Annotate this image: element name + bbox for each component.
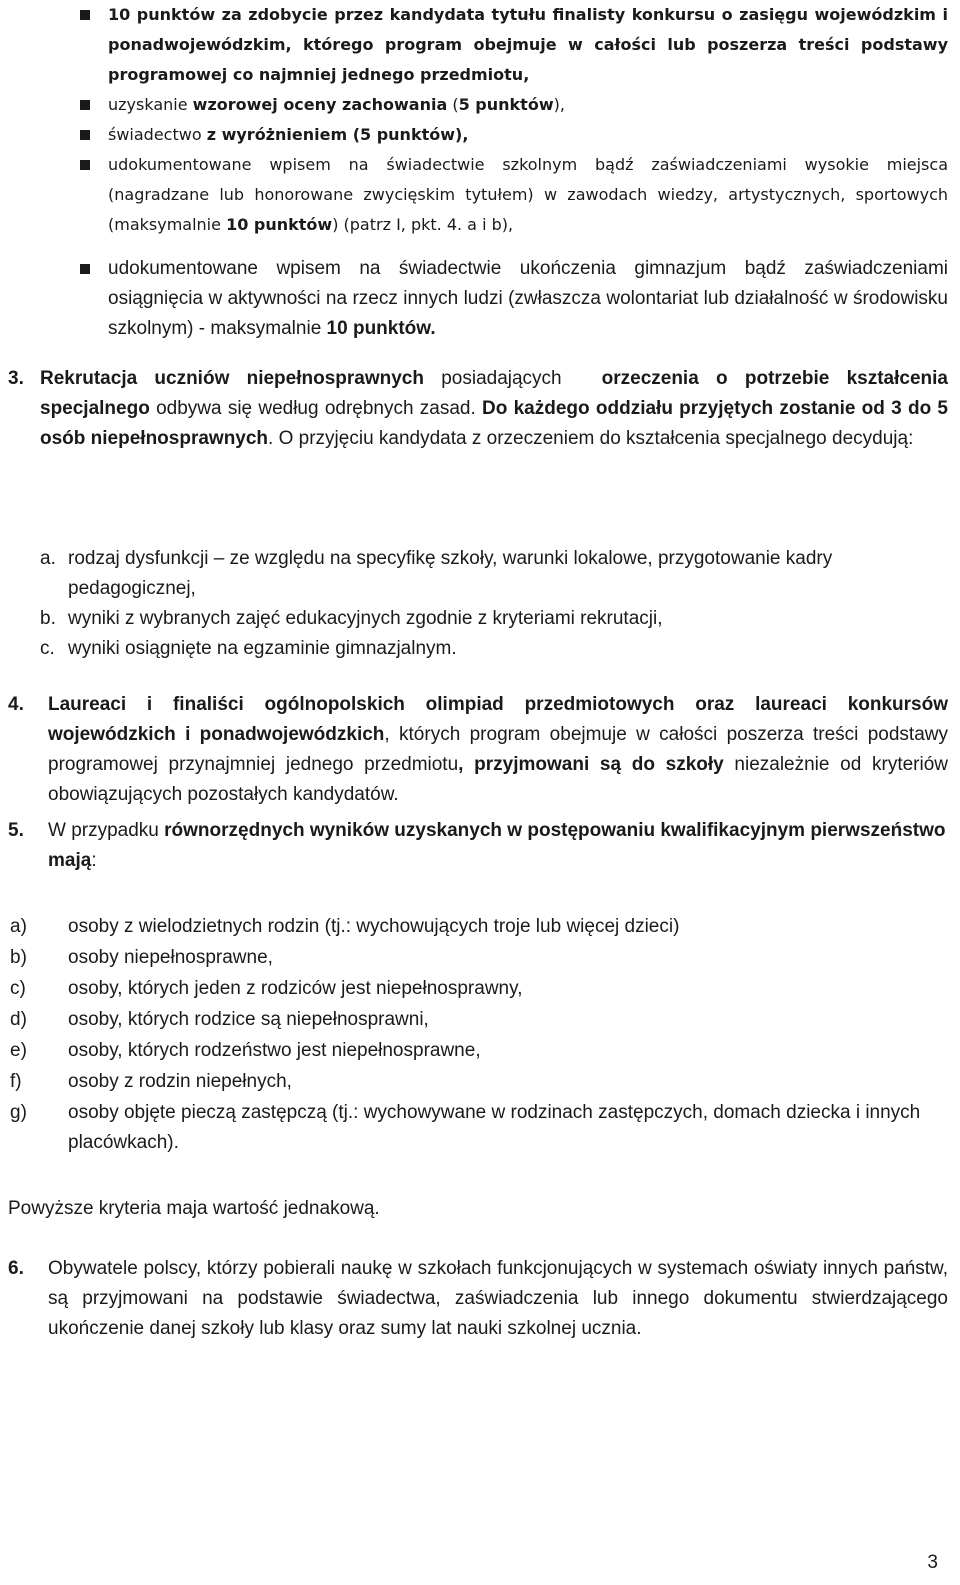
- section-5-paragraph: [48, 816, 948, 876]
- list-label: d): [10, 1009, 27, 1030]
- list-item-text: osoby, których rodzice są niepełnosprawni,: [68, 1009, 429, 1030]
- list-item: [68, 1067, 948, 1097]
- list-item-text: rodzaj dysfunkcji – ze względu na specyfikę szkoły, warunki lokalowe, przygotowanie kadry pedagogicznej,: [68, 548, 833, 599]
- section-number: 4.: [8, 694, 24, 715]
- bullet-item-competitions: [108, 150, 948, 240]
- text-run: (: [447, 95, 459, 114]
- list-item-text: wyniki osiągnięte na egzaminie gimnazjalnym.: [68, 638, 457, 659]
- bullet-item-behaviour: [108, 90, 948, 120]
- list-label: b): [10, 947, 27, 968]
- bullet-marker: [80, 100, 90, 110]
- bullet-marker: [80, 264, 90, 274]
- page-number: 3: [927, 1552, 938, 1573]
- criteria-note-text: Powyższe kryteria maja wartość jednakową.: [8, 1198, 380, 1219]
- text-run: W przypadku: [48, 820, 165, 841]
- text-run-bold: Laureaci i finaliści ogólnopolskich olimpiad przedmiotowych oraz laureaci konkursów wojewódzkich i ponadwojewódzkich: [48, 694, 948, 745]
- criteria-note: [8, 1194, 948, 1224]
- text-run: niezależnie od kryteriów obowiązujących pozostałych kandydatów.: [48, 754, 948, 805]
- section-4-paragraph: [48, 690, 948, 810]
- bullet-marker: [80, 10, 90, 20]
- text-run: świadectwo: [108, 125, 207, 144]
- list-label: g): [10, 1102, 27, 1123]
- text-run-bold: Rekrutacja uczniów niepełnosprawnych: [40, 368, 424, 389]
- list-item: [68, 1036, 948, 1066]
- list-item-text: osoby objęte pieczą zastępczą (tj.: wychowywane w rodzinach zastępczych, domach dziecka i innych placówkach).: [68, 1102, 921, 1153]
- section-number: 5.: [8, 820, 24, 841]
- text-run: ),: [553, 95, 565, 114]
- section-number: 3.: [8, 368, 24, 389]
- list-item-text: wyniki z wybranych zajęć edukacyjnych zgodnie z kryteriami rekrutacji,: [68, 608, 663, 629]
- text-run: odbywa się według odrębnych zasad.: [149, 398, 483, 419]
- bullet-marker: [80, 130, 90, 140]
- list-item-text: osoby niepełnosprawne,: [68, 947, 273, 968]
- text-run: uzyskanie: [108, 95, 193, 114]
- text-run-bold: , przyjmowani są do szkoły: [458, 754, 724, 775]
- text-run: ) (patrz I, pkt. 4. a i b),: [332, 215, 514, 234]
- list-item-text: osoby z wielodzietnych rodzin (tj.: wychowujących troje lub więcej dzieci): [68, 916, 680, 937]
- list-item-text: osoby z rodzin niepełnych,: [68, 1071, 292, 1092]
- bullet-item-finalist: [108, 0, 948, 90]
- section-3-paragraph: [40, 364, 948, 454]
- list-label: c.: [40, 638, 55, 659]
- text-run-bold: równorzędnych wyników uzyskanych w postępowaniu kwalifikacyjnym pierwszeństwo mają: [48, 820, 946, 871]
- list-item: [68, 544, 948, 604]
- text-run-bold: orzeczenia o potrzebie kształcenia specjalnego: [40, 368, 948, 419]
- list-label: f): [10, 1071, 22, 1092]
- section-6-text: Obywatele polscy, którzy pobierali naukę w szkołach funkcjonujących w systemach oświaty innych państw, są przyjmowani na podstawie świadectwa, zaświadczenia lub innego dokumentu stwierdzającego ukończenie danej szkoły lub klasy oraz sumy lat nauki szkolnej ucznia.: [48, 1258, 948, 1339]
- text-run: udokumentowane wpisem na świadectwie szkolnym bądź zaświadczeniami wysokie miejsca (nagradzane lub honorowane zwycięskim tytułem) w zawodach wiedzy, artystycznych, sportowych (maksymalnie: [108, 155, 948, 234]
- list-item-text: osoby, których jeden z rodziców jest niepełnosprawny,: [68, 978, 523, 999]
- list-label: b.: [40, 608, 56, 629]
- text-run-bold: Do każdego oddziału przyjętych zostanie od 3 do 5 osób niepełnosprawnych: [40, 398, 948, 449]
- text-run-bold: 10 punktów.: [326, 318, 436, 339]
- list-item-text: osoby, których rodzeństwo jest niepełnosprawne,: [68, 1040, 481, 1061]
- bullet-marker: [80, 160, 90, 170]
- list-item: [68, 1098, 948, 1158]
- list-item: [68, 974, 948, 1004]
- text-run: posiadających: [423, 368, 562, 389]
- text-run: :: [91, 850, 97, 871]
- text-run-bold: (5 punktów),: [347, 125, 469, 144]
- list-item: [68, 1005, 948, 1035]
- text-run: , których program obejmuje w całości poszerza treści podstawy programowej przynajmniej jednego przedmiotu: [48, 724, 949, 775]
- text-run-bold: wzorowej oceny zachowania: [192, 95, 448, 114]
- list-label: c): [10, 978, 26, 999]
- text-run: . O przyjęciu kandydata z orzeczeniem do kształcenia specjalnego decydują:: [268, 428, 914, 449]
- section-6-paragraph: [48, 1254, 948, 1344]
- list-item: [68, 634, 948, 664]
- text-run-bold: z wyróżnieniem: [206, 125, 348, 144]
- list-item: [68, 943, 948, 973]
- list-item: [68, 912, 948, 942]
- bullet-item-volunteering: [108, 254, 948, 344]
- section-number: 6.: [8, 1258, 24, 1279]
- list-label: e): [10, 1040, 27, 1061]
- text-run: udokumentowane wpisem na świadectwie ukończenia gimnazjum bądź zaświadczeniami osiągnięcia w aktywności na rzecz innych ludzi (zwłaszcza wolontariat lub działalność w środowisku szkolnym) - maksymalnie: [108, 258, 948, 339]
- list-item: [68, 604, 948, 634]
- bullet-item-distinction: [108, 120, 948, 150]
- list-label: a.: [40, 548, 56, 569]
- list-label: a): [10, 916, 27, 937]
- text-run-bold: 10 punktów: [226, 215, 333, 234]
- bullet-text: 10 punktów za zdobycie przez kandydata tytułu finalisty konkursu o zasięgu wojewódzkim i ponadwojewódzkim, którego program obejmuje w całości lub poszerza treści podstawy programowej co najmniej jednego przedmiotu,: [108, 5, 948, 84]
- text-run-bold: 5 punktów: [458, 95, 554, 114]
